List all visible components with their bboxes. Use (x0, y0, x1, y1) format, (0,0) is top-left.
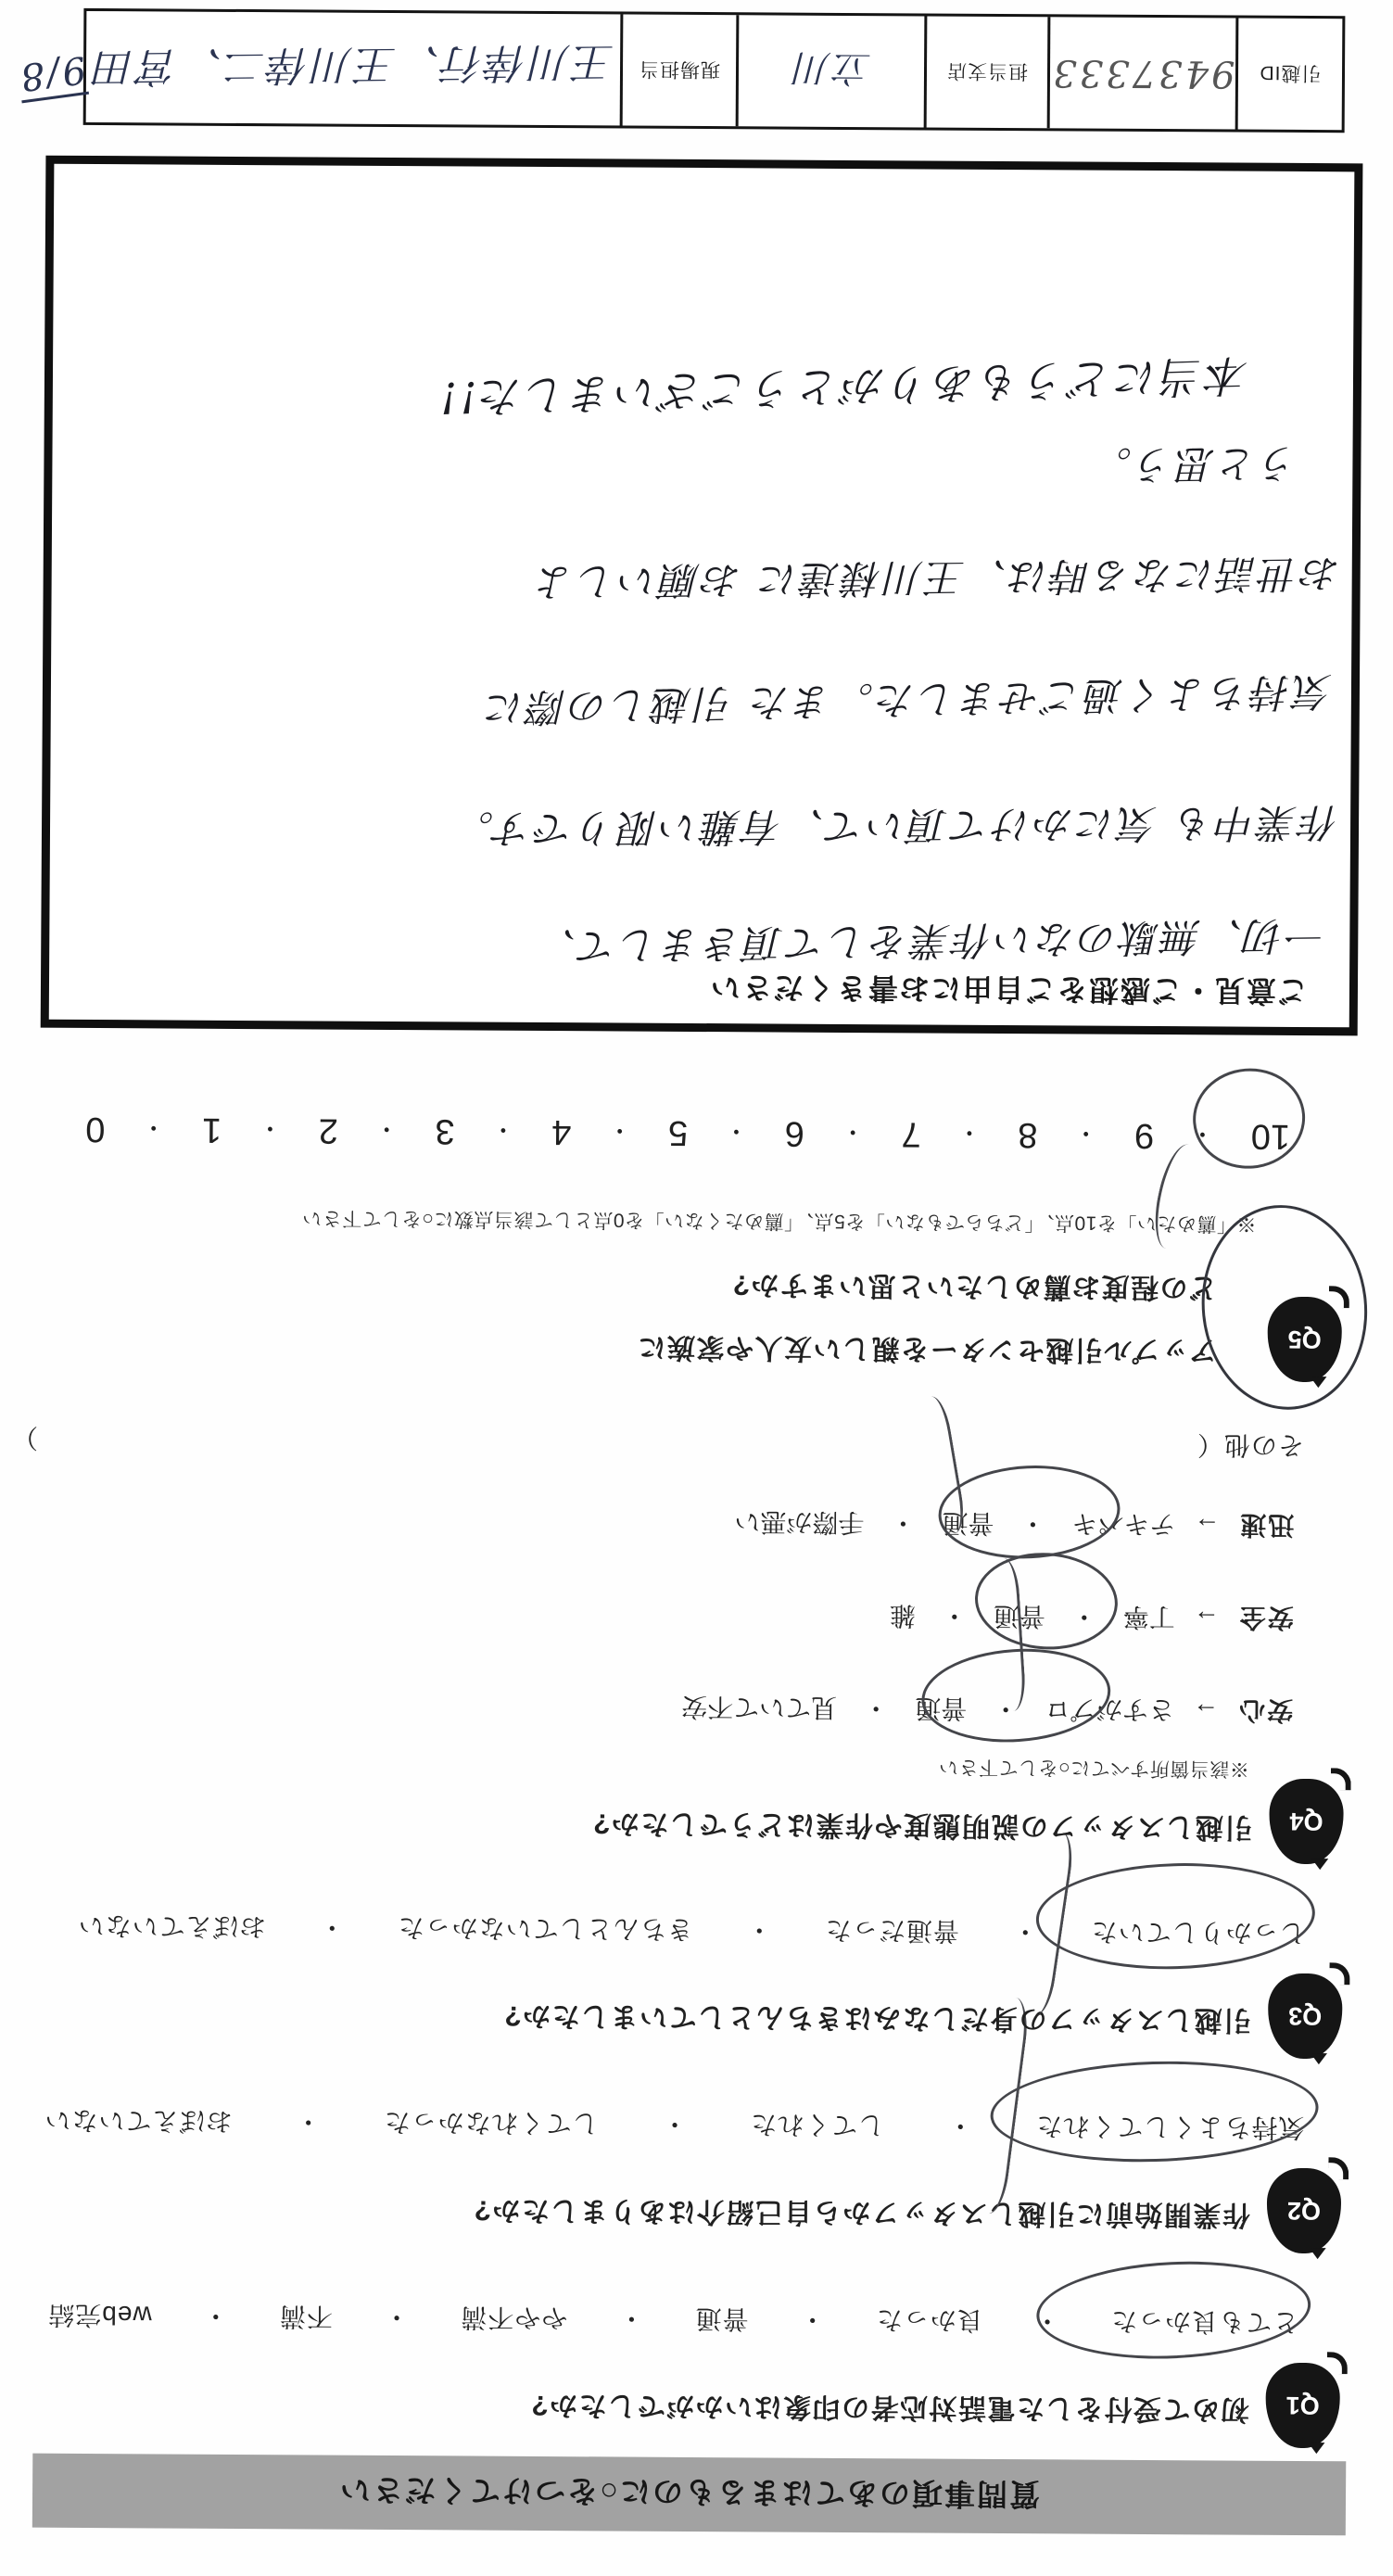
separator-dot: ・ (374, 1114, 399, 1144)
q4-option: 丁寧 (1122, 1602, 1175, 1632)
q4-category: 迅速 (1238, 1510, 1295, 1540)
separator-dot: ・ (1032, 2306, 1061, 2336)
separator-dot: ・ (745, 1915, 773, 1945)
scale-number: 4 (551, 1112, 572, 1152)
scale-number: 9 (1133, 1115, 1155, 1156)
q4-category: 安全 (1237, 1603, 1294, 1632)
footer-cell-branch-label (927, 16, 1051, 128)
q4-badge-icon (1269, 1779, 1344, 1864)
separator-dot: ・ (318, 1912, 346, 1942)
q1-option: web完結 (47, 2300, 152, 2330)
q5-note: ※「薦めたい」を10点、「どちらでもない」を5点、「薦めたくない」を0点として該当点数に○をして下さい (301, 1207, 1257, 1235)
q3-option: きちんとしていなかった (397, 1913, 693, 1944)
scale-number: 5 (667, 1112, 689, 1152)
q4-option: 見ていて不安 (681, 1692, 838, 1722)
arrow-icon: → (1193, 1697, 1220, 1727)
handwritten-comment-line: 本当にどうもありがとうございました!! (437, 349, 1250, 424)
handwritten-circle-q1 (1034, 2255, 1312, 2365)
q2-option: してくれなかった (383, 2107, 599, 2138)
separator-dot: ・ (294, 2107, 322, 2137)
scale-number: 10 (1250, 1116, 1291, 1156)
q1-badge-icon (1265, 2363, 1340, 2448)
handwritten-date-note: 9/8 (16, 47, 90, 103)
q2-option: おぼえていない (44, 2105, 233, 2136)
handwritten-comment-line: うと思う。 (1090, 439, 1299, 489)
footer-cell-staff-value (86, 11, 624, 126)
separator-dot: ・ (490, 1115, 516, 1144)
handwritten-comment-line: 一切、無駄のない作業をして頂きまして、 (534, 912, 1327, 970)
branch-label: 担当支店 (945, 59, 1029, 82)
arrow-icon: → (1194, 1512, 1221, 1542)
handwritten-comment-line: 作業中も 気にかけて頂いて、有難い限りです。 (451, 799, 1340, 853)
branch-value-handwritten: 立川 (791, 46, 872, 90)
q5-scale-row (85, 1109, 1290, 1156)
q1-option: 不満 (278, 2302, 334, 2331)
separator-dot: ・ (941, 1601, 968, 1631)
q5-question-line2: どの程度お薦めしたいと思いますか? (731, 1269, 1218, 1303)
separator-dot: ・ (617, 2303, 645, 2333)
handwritten-circle-q3 (1034, 1859, 1316, 1973)
separator-dot: ・ (607, 1116, 632, 1145)
q4-option: テキパキ (1071, 1509, 1176, 1540)
separator-dot: ・ (863, 1694, 890, 1723)
q4-question: 引越しスタッフの説明態度や作業はどうでしたか? (591, 1808, 1253, 1843)
staff-label: 現場担当 (638, 57, 721, 81)
separator-dot: ・ (841, 1117, 866, 1147)
scale-number: 8 (1018, 1115, 1038, 1155)
footer-cell-id-value (1050, 17, 1239, 129)
comment-box-header: ご意見・ご感想をご自由にお書きください (708, 971, 1309, 1009)
separator-dot: ・ (660, 2109, 689, 2138)
q4-option: 手際が悪い (734, 1507, 865, 1538)
q1-option: やや不満 (460, 2303, 568, 2333)
separator-dot: ・ (201, 2301, 229, 2330)
q4-option: 雑 (889, 1601, 916, 1631)
q5-question-line1: アップル引越センターを親しい友人や家族に (637, 1331, 1217, 1366)
q4-category: 安心 (1237, 1695, 1294, 1725)
q2-badge-icon (1267, 2168, 1342, 2253)
q2-option: してくれた (750, 2110, 885, 2140)
footer-id-table (83, 8, 1346, 133)
q1-badge-label: Q1 (1285, 2392, 1320, 2420)
q2-option: 気持ちよくしてくれた (1035, 2112, 1305, 2143)
q2-badge-label: Q2 (1286, 2197, 1322, 2226)
q4-note: ※該当箇所すべてに○をして下さい (938, 1756, 1249, 1780)
separator-dot: ・ (993, 1694, 1019, 1724)
handwritten-comment-line: 気持ちよく過ごせました。また 引越しの際に (483, 668, 1334, 731)
handwritten-comment-line: お世話になる時は、王川様達に お願いしよ (533, 550, 1341, 605)
separator-dot: ・ (946, 2111, 974, 2140)
q5-badge-label: Q5 (1287, 1326, 1322, 1354)
q3-option: 普通だった (824, 1915, 959, 1946)
q4-option: 普通 (942, 1508, 994, 1538)
handwritten-circle-tekipaki (936, 1462, 1121, 1563)
q1-option: とても良かった (1110, 2306, 1299, 2337)
separator-dot: ・ (1073, 1119, 1098, 1148)
scale-number: 1 (201, 1110, 222, 1149)
q3-question: 引越しスタッフの身だしなみはきちんとしていましたか? (502, 1999, 1252, 2036)
id-label: 引越ID (1259, 61, 1322, 84)
scale-number: 7 (901, 1114, 921, 1154)
arrow-icon: → (1193, 1605, 1220, 1634)
q4-option: 普通 (915, 1694, 968, 1723)
handwritten-circle-q2 (989, 2057, 1320, 2166)
separator-dot: ・ (383, 2302, 411, 2332)
staff-names-handwritten: 王川倖行、王川倖二、宮田 (91, 37, 615, 91)
id-value-handwritten: 9437333 (1050, 51, 1235, 95)
separator-dot: ・ (1190, 1120, 1215, 1148)
scale-number: 6 (784, 1113, 805, 1153)
separator-dot: ・ (1011, 1917, 1039, 1947)
q3-option: しっかりしていた (1090, 1917, 1306, 1948)
q3-badge-icon (1268, 1973, 1343, 2059)
footer-cell-branch-value (739, 15, 928, 127)
q1-option: 良かった (875, 2305, 983, 2335)
title-text: 質問事項のあてはまるものに○をつけてください (337, 2473, 1041, 2512)
separator-dot: ・ (956, 1118, 982, 1147)
q1-option: 普通 (694, 2304, 749, 2334)
q4-other-close: ） (10, 1423, 39, 1453)
separator-dot: ・ (141, 1113, 166, 1142)
q4-option: さすがプロ (1045, 1694, 1175, 1725)
q4-option: 普通 (993, 1601, 1045, 1631)
scale-number: 2 (318, 1110, 339, 1150)
q4-other-row (11, 1420, 1304, 1466)
separator-dot: ・ (258, 1114, 283, 1143)
q2-question: 作業開始前に引越しスタッフから自己紹介はありましたか? (472, 2194, 1251, 2230)
comment-box (41, 156, 1363, 1036)
q1-question: 初めて受付をした電話対応者の印象はいかがでしたか? (529, 2389, 1249, 2425)
separator-dot: ・ (890, 1508, 917, 1538)
scale-number: 0 (85, 1109, 106, 1149)
separator-dot: ・ (1019, 1509, 1046, 1539)
footer-cell-staff-label (623, 14, 740, 126)
scale-number: 3 (435, 1111, 455, 1151)
title-bar (32, 2454, 1346, 2536)
separator-dot: ・ (798, 2304, 826, 2334)
q4-other-open: その他（ (1196, 1430, 1305, 1461)
q3-option: おぼえていない (77, 1910, 266, 1942)
separator-dot: ・ (724, 1117, 749, 1146)
footer-cell-id-label (1238, 19, 1343, 131)
q4-badge-label: Q4 (1289, 1808, 1323, 1836)
separator-dot: ・ (1070, 1602, 1097, 1631)
q3-badge-label: Q3 (1288, 2002, 1323, 2031)
